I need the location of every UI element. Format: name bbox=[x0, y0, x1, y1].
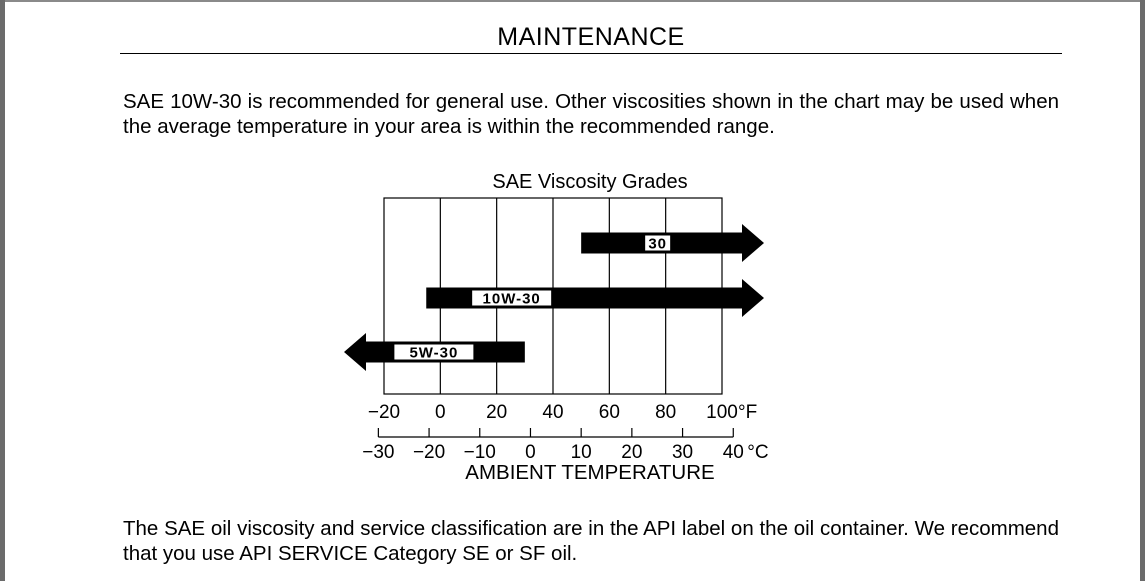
celsius-unit-label: °C bbox=[747, 442, 769, 463]
celsius-tick-label: 0 bbox=[525, 442, 536, 463]
fahrenheit-tick-label: 20 bbox=[486, 402, 508, 423]
section-title: MAINTENANCE bbox=[497, 23, 685, 51]
bar-label: 30 bbox=[648, 235, 668, 253]
x-axis-label: AMBIENT TEMPERATURE bbox=[465, 461, 715, 484]
footer-paragraph: The SAE oil viscosity and service classification are in the API label on the oil container. We recommend that you use API SERVICE Category SE or SF oil. bbox=[123, 517, 1059, 565]
fahrenheit-tick-label: 100 bbox=[706, 402, 738, 423]
celsius-tick-label: 20 bbox=[621, 442, 643, 463]
celsius-tick-label: 40 bbox=[722, 442, 744, 463]
fahrenheit-tick-label: 0 bbox=[435, 402, 446, 423]
celsius-tick-label: −10 bbox=[463, 442, 496, 463]
intro-paragraph: SAE 10W-30 is recommended for general use. Other viscosities shown in the chart may be used when the average temperature in your area is within the recommended range. bbox=[123, 90, 1059, 138]
bar-label: 5W-30 bbox=[409, 344, 459, 362]
fahrenheit-tick-label: −20 bbox=[367, 402, 401, 423]
fahrenheit-unit-label: °F bbox=[738, 402, 758, 423]
fahrenheit-tick-label: 40 bbox=[542, 402, 564, 423]
celsius-tick-label: −20 bbox=[412, 442, 446, 463]
celsius-tick-label: 30 bbox=[671, 442, 694, 463]
celsius-tick-label: −30 bbox=[362, 442, 395, 463]
bar-label: 10W-30 bbox=[482, 290, 541, 308]
chart-title: SAE Viscosity Grades bbox=[492, 171, 688, 193]
fahrenheit-tick-label: 80 bbox=[655, 402, 677, 423]
viscosity-range-bar bbox=[581, 224, 764, 262]
fahrenheit-tick-label: 60 bbox=[598, 402, 620, 423]
celsius-tick-label: 10 bbox=[570, 442, 592, 463]
